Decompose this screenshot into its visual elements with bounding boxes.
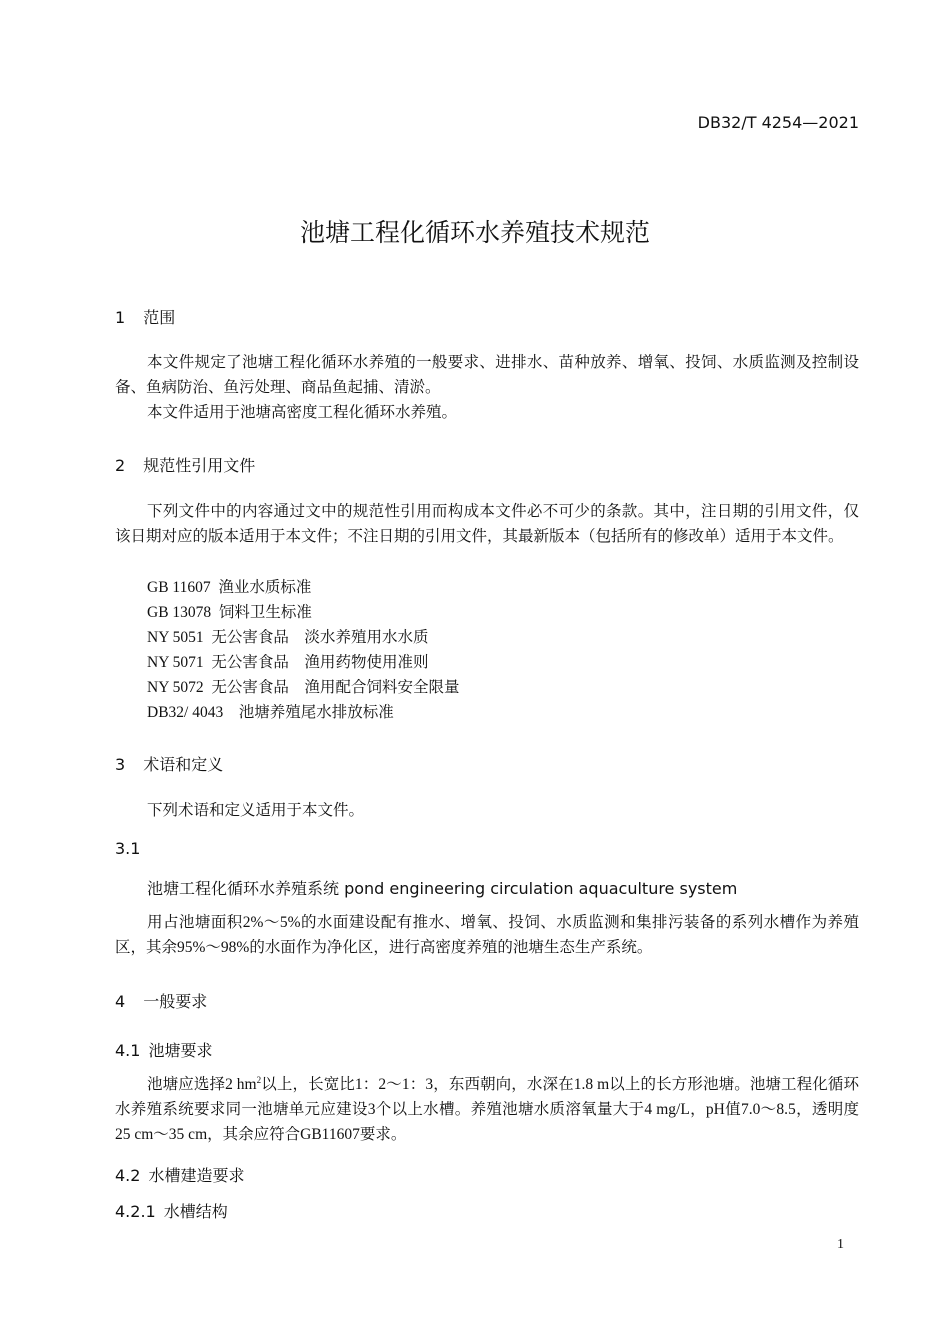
subsection-4-2-heading	[115, 1163, 244, 1186]
subsection-4-2-1-heading	[115, 1199, 228, 1222]
section-1-heading	[115, 305, 175, 328]
term-entry: 池塘工程化循环水养殖系统 pond engineering circulation aquaculture system	[147, 879, 738, 898]
section-2-paragraph-1: 下列文件中的内容通过文中的规范性引用而构成本文件必不可少的条款。其中，注日期的引用文件，仅该日期对应的版本适用于本文件；不注日期的引用文件，其最新版本（包括所有的修改单）适用于本文件。	[115, 503, 859, 545]
section-title: 一般要求	[143, 992, 208, 1011]
subsection-title: 水槽结构	[163, 1202, 228, 1221]
subsection-title: 池塘要求	[148, 1041, 213, 1060]
section-3-paragraph-1: 下列术语和定义适用于本文件。	[147, 802, 365, 819]
reference-item: DB32/ 4043 池塘养殖尾水排放标准	[147, 704, 394, 721]
reference-item: NY 5051 无公害食品 淡水养殖用水水质	[147, 629, 429, 646]
reference-item: NY 5072 无公害食品 渔用配合饲料安全限量	[147, 679, 460, 696]
section-title: 范围	[143, 308, 176, 327]
standard-code: DB32/T 4254—2021	[697, 113, 859, 132]
subsection-3-1-number: 3.1	[115, 839, 141, 858]
section-number: 2	[115, 456, 126, 475]
subsection-number: 4.2	[115, 1166, 141, 1185]
section-title: 术语和定义	[143, 755, 224, 774]
section-number: 4	[115, 992, 126, 1011]
term-definition: 用占池塘面积2%～5%的水面建设配有推水、增氧、投饲、水质监测和集排污装备的系列水槽作为养殖区，其余95%～98%的水面作为净化区，进行高密度养殖的池塘生态生产系统。	[115, 914, 859, 956]
subsection-title: 水槽建造要求	[148, 1166, 245, 1185]
subsection-number: 4.1	[115, 1041, 141, 1060]
reference-item: NY 5071 无公害食品 渔用药物使用准则	[147, 654, 429, 671]
section-2-heading	[115, 453, 255, 476]
page-number: 1	[837, 1237, 844, 1252]
section-1-paragraph-2: 本文件适用于池塘高密度工程化循环水养殖。	[147, 404, 458, 421]
paragraph-text-part-1: 池塘应选择2 hm	[147, 1076, 257, 1093]
document-title: 池塘工程化循环水养殖技术规范	[299, 218, 650, 247]
section-number: 3	[115, 755, 126, 774]
section-title: 规范性引用文件	[143, 456, 256, 475]
section-number: 1	[115, 308, 126, 327]
subsection-4-1-paragraph	[115, 1072, 859, 1147]
reference-item: GB 11607 渔业水质标准	[147, 579, 312, 596]
section-1-paragraph-1: 本文件规定了池塘工程化循环水养殖的一般要求、进排水、苗种放养、增氧、投饲、水质监测及控制设备、鱼病防治、鱼污处理、商品鱼起捕、清淤。	[115, 354, 859, 396]
subsection-4-1-heading	[115, 1038, 212, 1061]
subsection-number: 4.2.1	[115, 1202, 156, 1221]
paragraph-text-part-2: 以上，长宽比1：2～1：3，东西朝向，水深在1.8 m以上的长方形池塘。池塘工程化循环水养殖系统要求同一池塘单元应建设3个以上水槽。养殖池塘水质溶氧量大于4 mg/L，pH值7.0～8.5，透明度25 cm～35 cm，其余应符合GB11607要求。	[115, 1076, 859, 1143]
section-3-heading	[115, 752, 223, 775]
superscript: 2	[256, 1074, 262, 1085]
reference-item: GB 13078 饲料卫生标准	[147, 604, 312, 621]
section-4-heading	[115, 989, 207, 1012]
